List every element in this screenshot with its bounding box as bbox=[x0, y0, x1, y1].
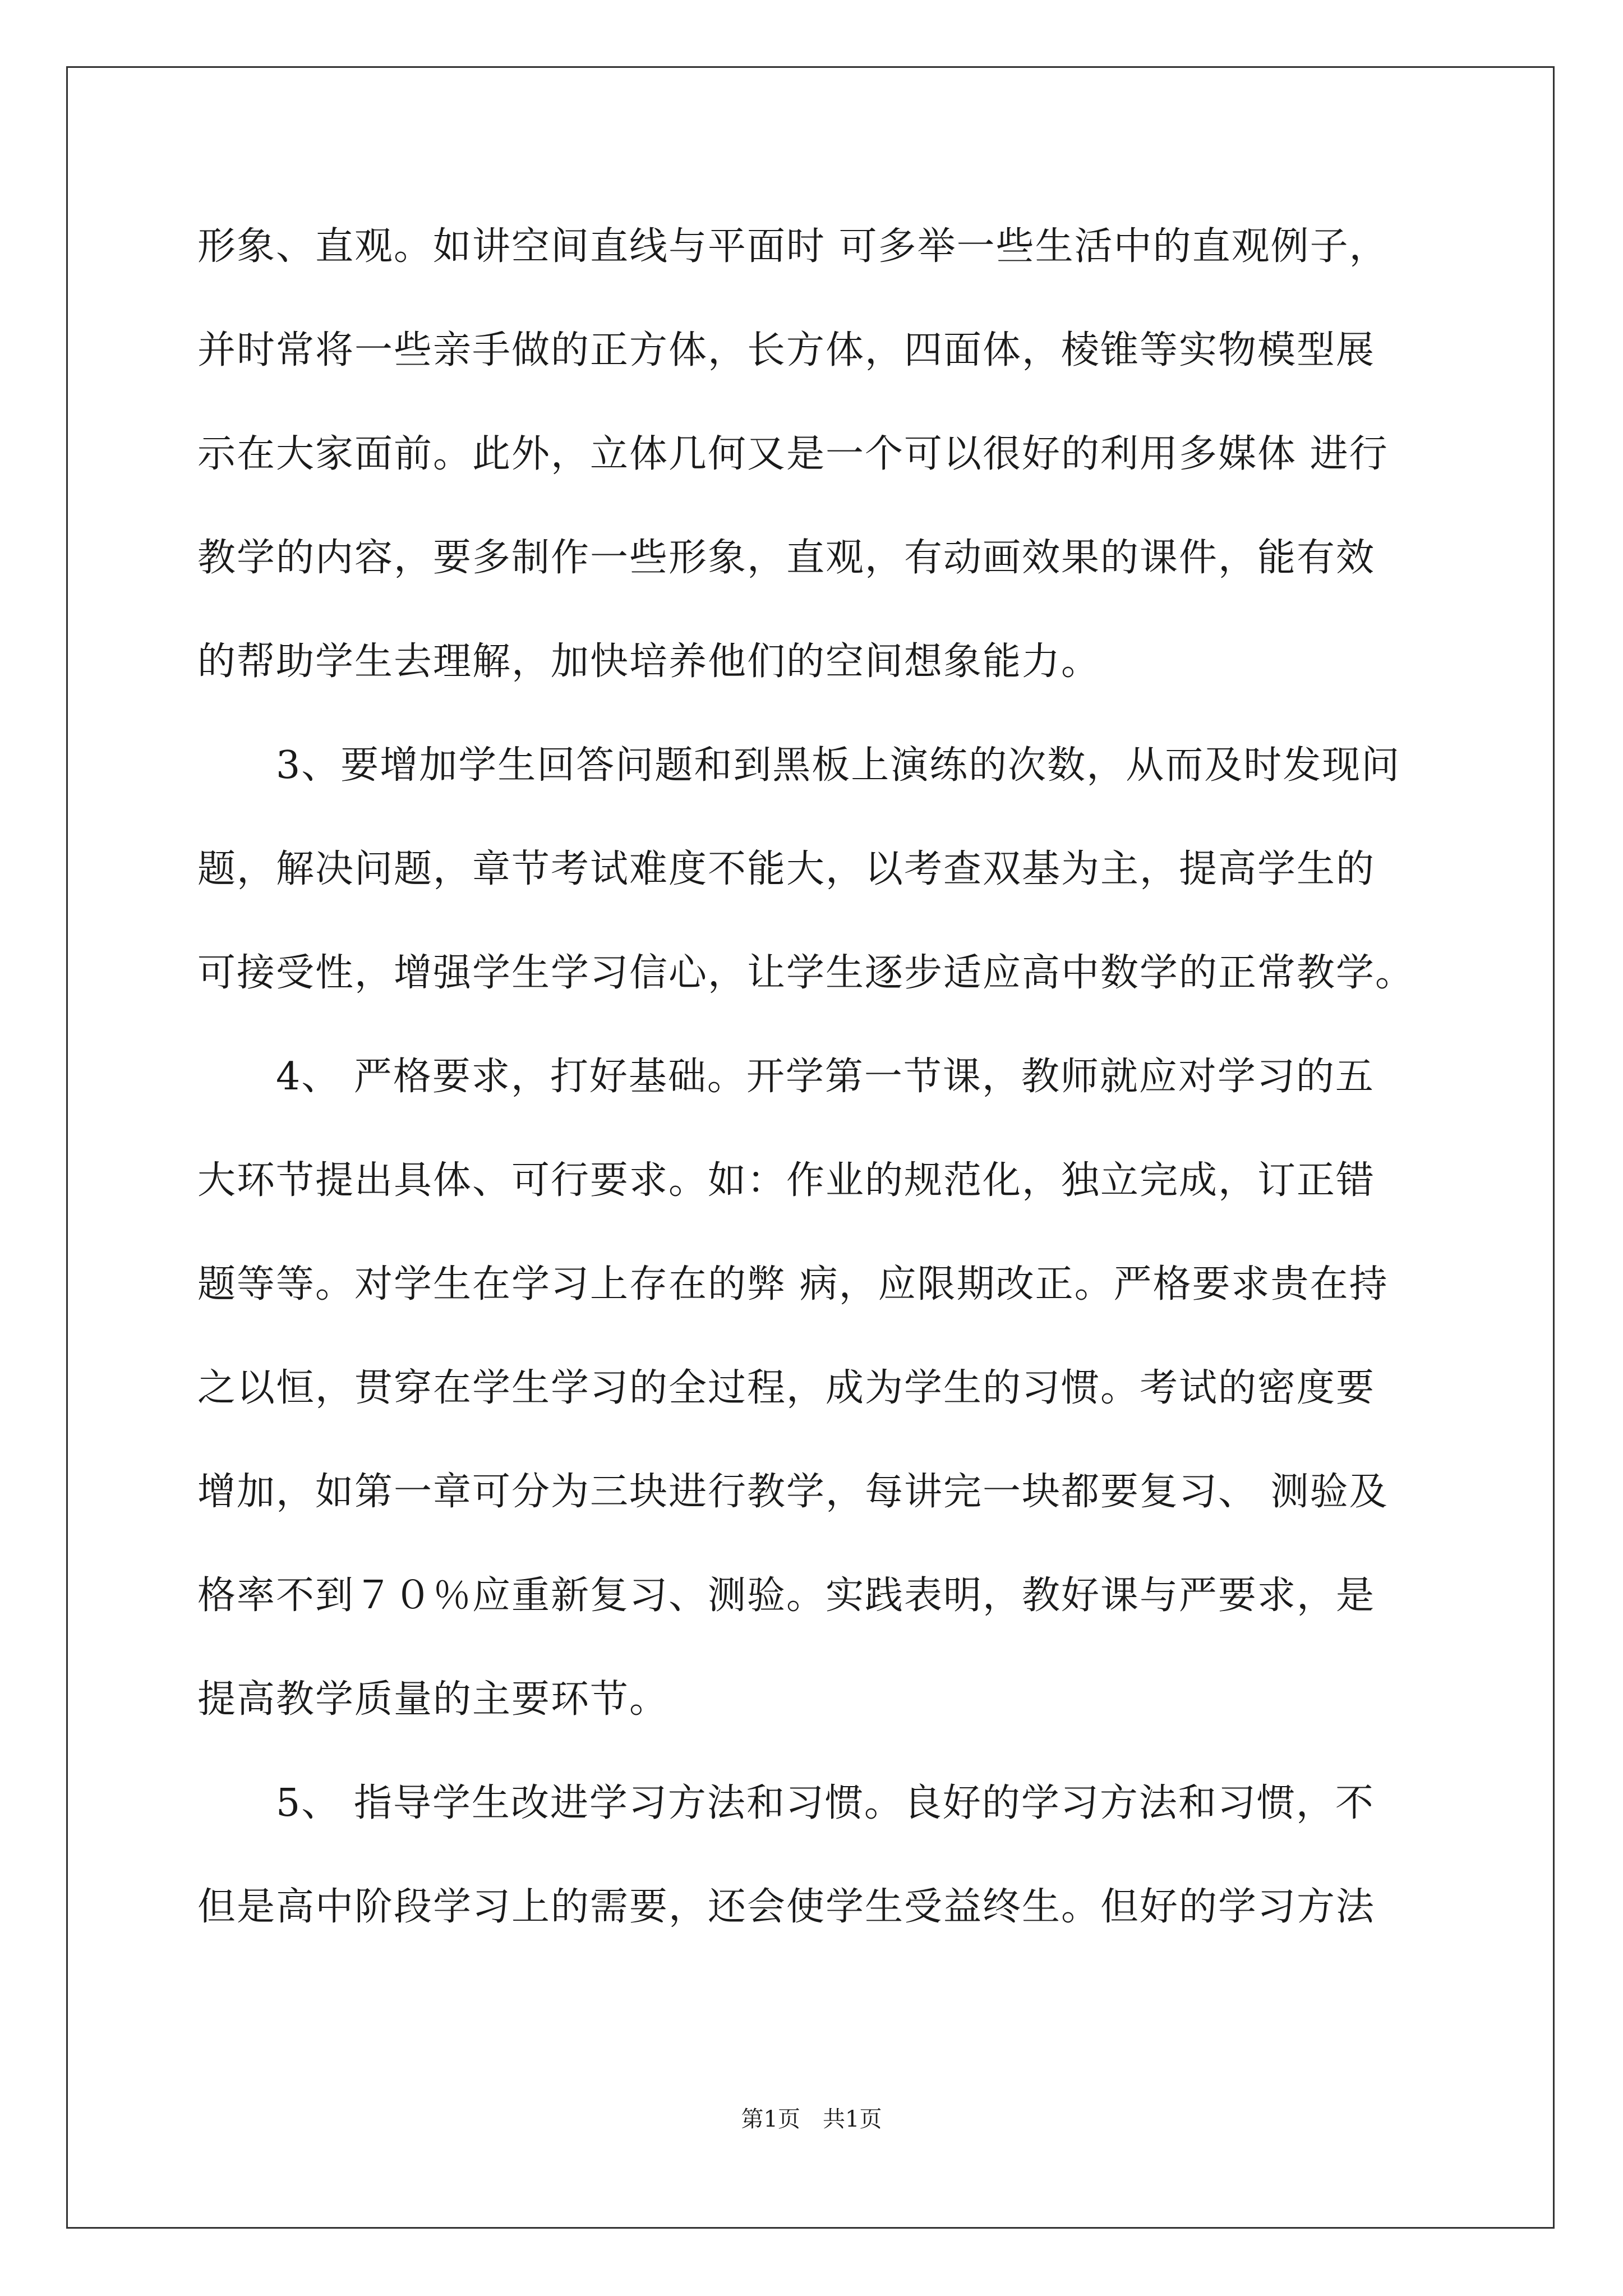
text-line: 的帮助学生去理解，加快培养他们的空间想象能力。 bbox=[197, 639, 1101, 684]
text-line: 但是高中阶段学习上的需要，还会使学生受益终生。但好的学习方法 bbox=[197, 1885, 1376, 1929]
text-line: 示在大家面前。此外，立体几何又是一个可以很好的利用多媒体 进行 bbox=[197, 432, 1389, 476]
text-line: 题，解决问题，章节考试难度不能大，以考查双基为主，提高学生的 bbox=[197, 847, 1376, 891]
text-line: 形象、直观。如讲空间直线与平面时 可多举一些生活中的直观例子， bbox=[197, 224, 1389, 269]
text-line: 5、 指导学生改进学习方法和习惯。良好的学习方法和习惯，不 bbox=[197, 1781, 1375, 1825]
document-body bbox=[197, 213, 1442, 1977]
text-line: 格率不到７０％应重新复习、测验。实践表明，教好课与严要求，是 bbox=[197, 1573, 1376, 1618]
text-line: 提高教学质量的主要环节。 bbox=[197, 1677, 669, 1722]
text-line: 教学的内容，要多制作一些形象，直观，有动画效果的课件，能有效 bbox=[197, 536, 1376, 580]
text-line: 增加，如第一章可分为三块进行教学，每讲完一块都要复习、 测验及 bbox=[197, 1470, 1389, 1514]
page-number-footer: 第1页 共1页 bbox=[741, 2106, 882, 2132]
text-line: 3、要增加学生回答问题和到黑板上演练的次数，从而及时发现问 bbox=[197, 743, 1401, 788]
text-line: 4、 严格要求，打好基础。开学第一节课，教师就应对学习的五 bbox=[197, 1055, 1375, 1099]
text-line: 大环节提出具体、可行要求。如：作业的规范化，独立完成，订正错 bbox=[197, 1158, 1376, 1203]
text-line: 题等等。对学生在学习上存在的弊 病，应限期改正。严格要求贵在持 bbox=[197, 1262, 1389, 1306]
text-line: 之以恒，贯穿在学生学习的全过程，成为学生的习惯。考试的密度要 bbox=[197, 1366, 1376, 1410]
text-line: 并时常将一些亲手做的正方体，长方体，四面体，棱锥等实物模型展 bbox=[197, 328, 1376, 372]
text-line: 可接受性，增强学生学习信心，让学生逐步适应高中数学的正常教学。 bbox=[197, 951, 1415, 995]
